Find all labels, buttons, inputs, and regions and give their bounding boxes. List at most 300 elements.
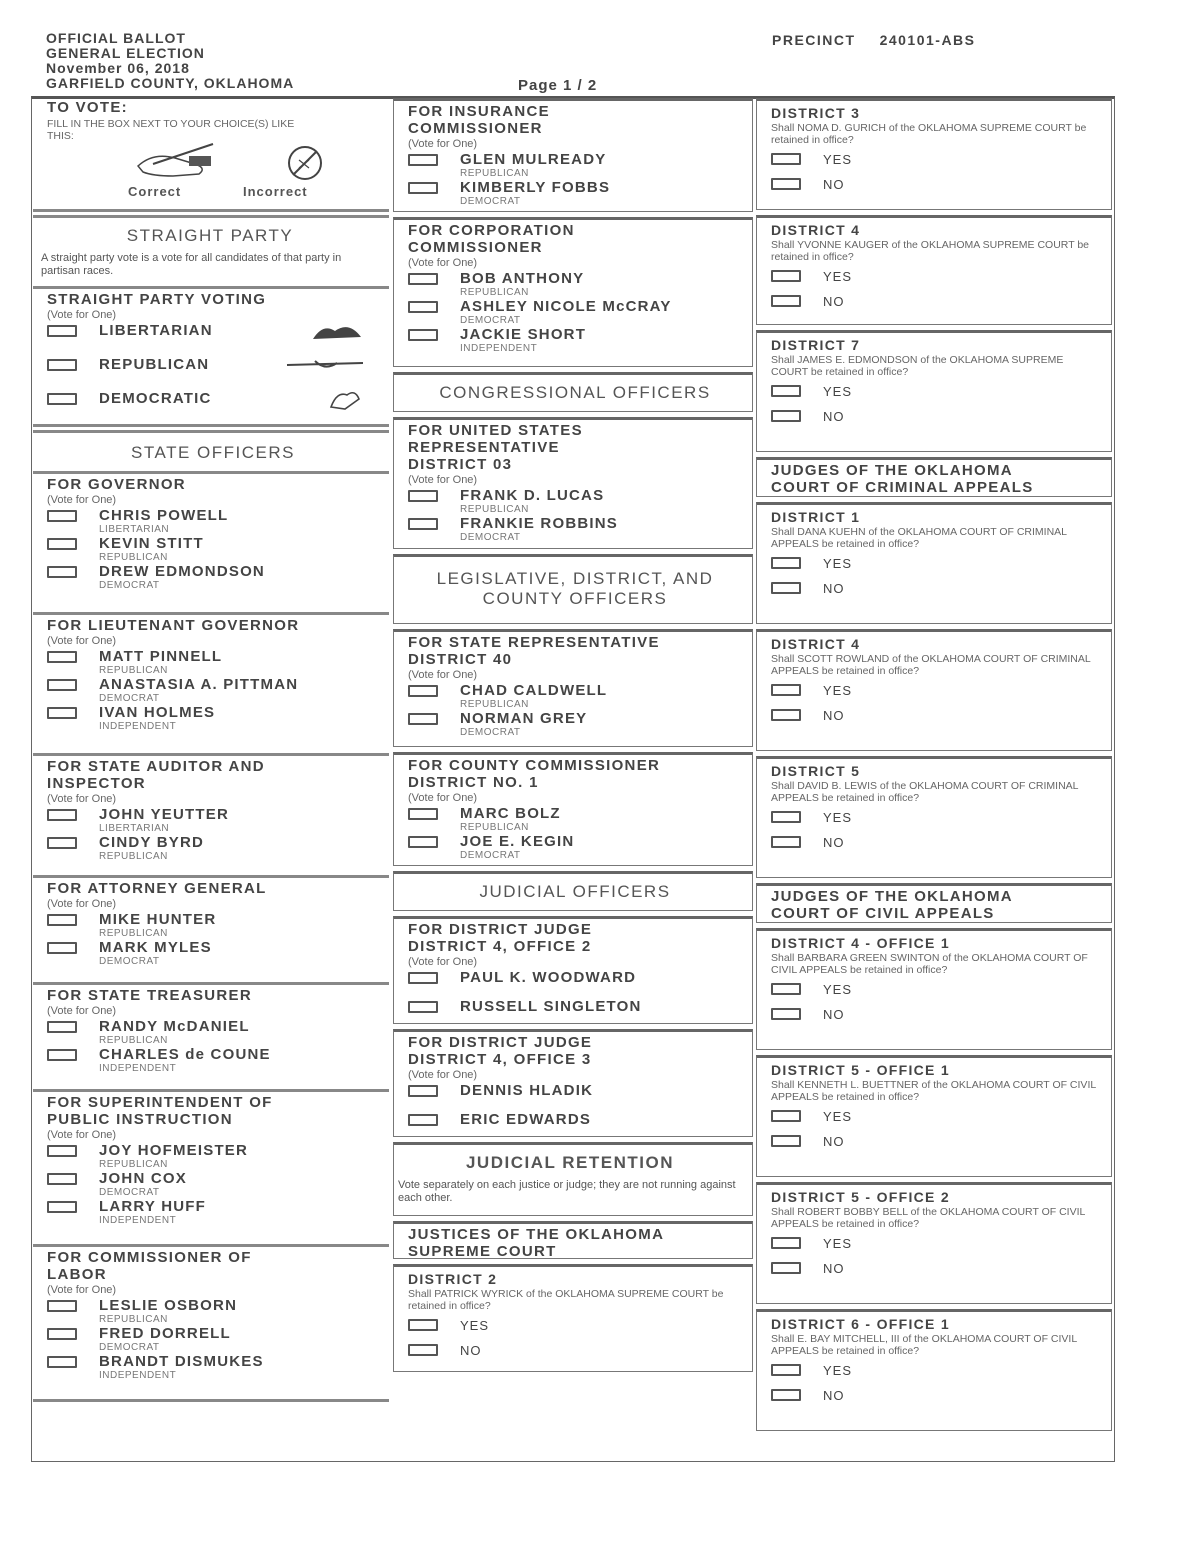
vote-box[interactable] bbox=[771, 1135, 801, 1147]
yes-label: YES bbox=[823, 683, 853, 698]
vote-box[interactable] bbox=[408, 972, 438, 984]
yes-label: YES bbox=[823, 810, 853, 825]
vote-box[interactable] bbox=[408, 518, 438, 530]
candidate-name: ERIC EDWARDS bbox=[460, 1111, 592, 1128]
header-line: GENERAL ELECTION bbox=[46, 45, 205, 61]
contest-title: FOR GOVERNOR bbox=[47, 476, 186, 493]
no-option[interactable] bbox=[771, 1261, 1101, 1286]
candidate-option[interactable] bbox=[47, 807, 379, 834]
republican-logo-icon bbox=[285, 357, 365, 373]
candidate-name: MATT PINNELL bbox=[99, 648, 223, 665]
candidate-party: DEMOCRAT bbox=[99, 956, 160, 967]
vote-box[interactable] bbox=[408, 1085, 438, 1097]
candidate-party: REPUBLICAN bbox=[99, 1035, 168, 1046]
candidate-name: LESLIE OSBORN bbox=[99, 1297, 238, 1314]
retention-question: Shall DAVID B. LEWIS of the OKLAHOMA COURT OF CRIMINAL APPEALS be retained in office? bbox=[771, 780, 1079, 804]
section-subheading: JUDGES OF THE OKLAHOMA bbox=[771, 462, 1013, 479]
candidate-party: INDEPENDENT bbox=[99, 1370, 177, 1381]
straight-party-contest bbox=[33, 289, 389, 427]
retention-civil-district-4-office-1 bbox=[756, 928, 1112, 1050]
vote-box[interactable] bbox=[771, 557, 801, 569]
section-heading: CONGRESSIONAL OFFICERS bbox=[439, 383, 711, 402]
retention-question: Shall DANA KUEHN of the OKLAHOMA COURT OF CRIMINAL APPEALS be retained in office? bbox=[771, 526, 1067, 550]
vote-box[interactable] bbox=[408, 154, 438, 166]
contest-title: FOR STATE AUDITOR AND bbox=[47, 758, 265, 775]
candidate-option[interactable] bbox=[47, 1326, 379, 1353]
vote-for: (Vote for One) bbox=[408, 1069, 478, 1081]
party-option[interactable] bbox=[47, 323, 379, 356]
precinct-value: 240101-ABS bbox=[879, 32, 976, 48]
retention-civil-district-5-office-1 bbox=[756, 1055, 1112, 1177]
candidate-option[interactable] bbox=[408, 834, 742, 861]
candidate-name: CHAD CALDWELL bbox=[460, 682, 608, 699]
vote-box[interactable] bbox=[771, 385, 801, 397]
candidate-name: CINDY BYRD bbox=[99, 834, 205, 851]
candidate-option[interactable] bbox=[408, 152, 742, 179]
no-option[interactable] bbox=[771, 708, 1101, 733]
supreme-court-header bbox=[393, 1221, 753, 1259]
candidate-party: DEMOCRAT bbox=[460, 850, 521, 861]
vote-box[interactable] bbox=[408, 836, 438, 848]
vote-box[interactable] bbox=[771, 582, 801, 594]
democratic-logo-icon bbox=[325, 387, 365, 411]
vote-box[interactable] bbox=[408, 685, 438, 697]
retention-title: DISTRICT 5 - OFFICE 2 bbox=[771, 1189, 950, 1205]
party-option[interactable] bbox=[47, 391, 379, 424]
contest-title: FOR LIEUTENANT GOVERNOR bbox=[47, 617, 300, 634]
vote-box[interactable] bbox=[47, 510, 77, 522]
candidate-name: IVAN HOLMES bbox=[99, 704, 216, 721]
vote-box[interactable] bbox=[408, 182, 438, 194]
yes-option[interactable] bbox=[771, 384, 1101, 409]
section-subheading: SUPREME COURT bbox=[408, 1243, 557, 1260]
contest-title: COMMISSIONER bbox=[408, 120, 543, 137]
retention-title: DISTRICT 5 bbox=[771, 763, 861, 779]
retention-title: DISTRICT 4 bbox=[771, 222, 861, 238]
contest-title: DISTRICT 03 bbox=[408, 456, 513, 473]
instructions bbox=[33, 98, 389, 212]
retention-question: Shall BARBARA GREEN SWINTON of the OKLAHOMA COURT OF CIVIL APPEALS be retained in office? bbox=[771, 952, 1088, 976]
contest-title: FOR DISTRICT JUDGE bbox=[408, 1034, 593, 1051]
retention-question: Shall YVONNE KAUGER of the OKLAHOMA SUPREME COURT be retained in office? bbox=[771, 239, 1090, 263]
contest-governor bbox=[33, 474, 389, 615]
candidate-name: MARK MYLES bbox=[99, 939, 212, 956]
contest-title: FOR COMMISSIONER OF bbox=[47, 1249, 252, 1266]
contest-state-representative bbox=[393, 629, 753, 747]
retention-civil-district-5-office-2 bbox=[756, 1182, 1112, 1304]
candidate-option[interactable] bbox=[47, 835, 379, 862]
section-heading: JUDICIAL OFFICERS bbox=[479, 882, 671, 901]
yes-label: YES bbox=[823, 1236, 853, 1251]
yes-option[interactable] bbox=[771, 1363, 1101, 1388]
vote-for: (Vote for One) bbox=[408, 474, 478, 486]
yes-option[interactable] bbox=[771, 1109, 1101, 1134]
vote-box[interactable] bbox=[771, 983, 801, 995]
judicial-officers-header bbox=[393, 871, 753, 911]
yes-option[interactable] bbox=[771, 1236, 1101, 1261]
candidate-party: INDEPENDENT bbox=[99, 1063, 177, 1074]
candidate-party: DEMOCRAT bbox=[460, 315, 521, 326]
no-label: NO bbox=[823, 708, 845, 723]
candidate-option[interactable] bbox=[47, 705, 379, 732]
section-subheading: COURT OF CIVIL APPEALS bbox=[771, 905, 995, 922]
no-label: NO bbox=[823, 409, 845, 424]
yes-label: YES bbox=[823, 982, 853, 997]
candidate-option[interactable] bbox=[408, 180, 742, 207]
vote-box[interactable] bbox=[771, 1110, 801, 1122]
party-name: LIBERTARIAN bbox=[99, 322, 213, 339]
vote-box[interactable] bbox=[47, 566, 77, 578]
vote-box[interactable] bbox=[47, 837, 77, 849]
candidate-party: REPUBLICAN bbox=[99, 851, 168, 862]
retention-question: Shall KENNETH L. BUETTNER of the OKLAHOMA COURT OF CIVIL APPEALS be retained in office? bbox=[771, 1079, 1096, 1103]
straight-party-header bbox=[33, 215, 389, 289]
candidate-party: DEMOCRAT bbox=[460, 532, 521, 543]
candidate-option[interactable] bbox=[47, 1019, 379, 1046]
contest-title: DISTRICT 40 bbox=[408, 651, 513, 668]
retention-supreme-district-4 bbox=[756, 215, 1112, 325]
retention-supreme-district-2 bbox=[393, 1264, 753, 1372]
retention-supreme-district-7 bbox=[756, 330, 1112, 452]
candidate-name: FRANK D. LUCAS bbox=[460, 487, 605, 504]
candidate-name: MARC BOLZ bbox=[460, 805, 561, 822]
contest-title: FOR SUPERINTENDENT OF bbox=[47, 1094, 273, 1111]
correct-label: Correct bbox=[128, 184, 182, 199]
instructions-text: FILL IN THE BOX NEXT TO YOUR CHOICE(S) LIKE THIS: bbox=[47, 118, 295, 142]
vote-for: (Vote for One) bbox=[408, 138, 478, 150]
candidate-name: FRED DORRELL bbox=[99, 1325, 231, 1342]
no-option[interactable] bbox=[771, 409, 1101, 434]
no-option[interactable] bbox=[771, 835, 1101, 860]
no-label: NO bbox=[823, 1388, 845, 1403]
contest-superintendent bbox=[33, 1092, 389, 1247]
contest-title: DISTRICT 4, OFFICE 3 bbox=[408, 1051, 592, 1068]
ballot-header bbox=[46, 31, 294, 91]
header-line: November 06, 2018 bbox=[46, 60, 190, 76]
vote-box[interactable] bbox=[771, 1008, 801, 1020]
no-option[interactable] bbox=[771, 177, 1101, 202]
vote-box[interactable] bbox=[47, 1145, 77, 1157]
vote-box[interactable] bbox=[771, 1389, 801, 1401]
vote-for: (Vote for One) bbox=[47, 898, 117, 910]
no-label: NO bbox=[823, 1007, 845, 1022]
candidate-option[interactable] bbox=[47, 1047, 379, 1074]
vote-for: (Vote for One) bbox=[47, 494, 117, 506]
candidate-name: DREW EDMONDSON bbox=[99, 563, 265, 580]
candidate-name: CHARLES de COUNE bbox=[99, 1046, 271, 1063]
vote-box[interactable] bbox=[408, 1344, 438, 1356]
vote-box[interactable] bbox=[771, 410, 801, 422]
candidate-name: DENNIS HLADIK bbox=[460, 1082, 594, 1099]
candidate-party: LIBERTARIAN bbox=[99, 524, 170, 535]
candidate-option[interactable] bbox=[408, 516, 742, 543]
vote-box[interactable] bbox=[408, 329, 438, 341]
candidate-option[interactable] bbox=[47, 1199, 379, 1226]
section-subheading: JUDGES OF THE OKLAHOMA bbox=[771, 888, 1013, 905]
yes-option[interactable] bbox=[771, 982, 1101, 1007]
candidate-option[interactable] bbox=[47, 1171, 379, 1198]
retention-question: Shall E. BAY MITCHELL, III of the OKLAHOMA COURT OF CIVIL APPEALS be retained in office? bbox=[771, 1333, 1077, 1357]
candidate-party: REPUBLICAN bbox=[460, 699, 529, 710]
candidate-option[interactable] bbox=[47, 1298, 379, 1325]
yes-label: YES bbox=[823, 384, 853, 399]
vote-box[interactable] bbox=[47, 325, 77, 337]
vote-box[interactable] bbox=[771, 1364, 801, 1376]
vote-box[interactable] bbox=[771, 295, 801, 307]
candidate-option[interactable] bbox=[47, 912, 379, 939]
party-name: DEMOCRATIC bbox=[99, 390, 212, 407]
vote-box[interactable] bbox=[47, 942, 77, 954]
section-heading bbox=[408, 559, 742, 609]
contest-title: INSPECTOR bbox=[47, 775, 146, 792]
candidate-option[interactable] bbox=[408, 1112, 742, 1140]
candidate-option[interactable] bbox=[47, 1354, 379, 1381]
contest-title: PUBLIC INSTRUCTION bbox=[47, 1111, 233, 1128]
candidate-party: INDEPENDENT bbox=[99, 721, 177, 732]
retention-title: DISTRICT 5 - OFFICE 1 bbox=[771, 1062, 950, 1078]
contest-state-auditor bbox=[33, 756, 389, 878]
retention-supreme-district-3 bbox=[756, 98, 1112, 210]
candidate-name: BRANDT DISMUKES bbox=[99, 1353, 264, 1370]
candidate-party: LIBERTARIAN bbox=[99, 823, 170, 834]
contest-district-judge-office-3 bbox=[393, 1029, 753, 1137]
vote-box[interactable] bbox=[47, 1300, 77, 1312]
contest-title: DISTRICT 4, OFFICE 2 bbox=[408, 938, 592, 955]
vote-box[interactable] bbox=[47, 359, 77, 371]
legislative-officers-header bbox=[393, 554, 753, 624]
section-subheading: COURT OF CRIMINAL APPEALS bbox=[771, 479, 1034, 496]
vote-box[interactable] bbox=[771, 1237, 801, 1249]
vote-box[interactable] bbox=[47, 707, 77, 719]
candidate-name: PAUL K. WOODWARD bbox=[460, 969, 637, 986]
retention-criminal-district-4 bbox=[756, 629, 1112, 751]
candidate-party: REPUBLICAN bbox=[460, 822, 529, 833]
candidate-party: INDEPENDENT bbox=[460, 343, 538, 354]
yes-option[interactable] bbox=[771, 810, 1101, 835]
contest-title: LABOR bbox=[47, 1266, 107, 1283]
candidate-option[interactable] bbox=[47, 508, 379, 535]
candidate-option[interactable] bbox=[408, 970, 742, 998]
vote-box[interactable] bbox=[47, 1201, 77, 1213]
candidate-name: ANASTASIA A. PITTMAN bbox=[99, 676, 299, 693]
retention-title: DISTRICT 1 bbox=[771, 509, 861, 525]
incorrect-mark-icon bbox=[285, 144, 325, 182]
vote-box[interactable] bbox=[771, 811, 801, 823]
no-label: NO bbox=[823, 1134, 845, 1149]
yes-label: YES bbox=[460, 1318, 490, 1333]
incorrect-label: Incorrect bbox=[243, 184, 308, 199]
vote-box[interactable] bbox=[771, 270, 801, 282]
yes-option[interactable] bbox=[408, 1318, 742, 1343]
no-option[interactable] bbox=[408, 1343, 742, 1368]
vote-box[interactable] bbox=[47, 1049, 77, 1061]
candidate-party: REPUBLICAN bbox=[99, 1314, 168, 1325]
candidate-party: REPUBLICAN bbox=[99, 552, 168, 563]
candidate-option[interactable] bbox=[47, 1143, 379, 1170]
yes-option[interactable] bbox=[771, 269, 1101, 294]
no-label: NO bbox=[823, 835, 845, 850]
retention-question: Shall NOMA D. GURICH of the OKLAHOMA SUPREME COURT be retained in office? bbox=[771, 122, 1087, 146]
no-option[interactable] bbox=[771, 294, 1101, 319]
retention-question: Shall JAMES E. EDMONDSON of the OKLAHOMA SUPREME COURT be retained in office? bbox=[771, 354, 1064, 378]
yes-option[interactable] bbox=[771, 683, 1101, 708]
contest-district-judge-office-2 bbox=[393, 916, 753, 1024]
vote-for: (Vote for One) bbox=[408, 792, 478, 804]
no-option[interactable] bbox=[771, 1388, 1101, 1413]
vote-box[interactable] bbox=[771, 153, 801, 165]
contest-county-commissioner bbox=[393, 752, 753, 866]
civil-appeals-header bbox=[756, 883, 1112, 923]
column-1 bbox=[33, 98, 389, 1402]
correct-mark-icon bbox=[133, 142, 233, 180]
vote-box[interactable] bbox=[771, 709, 801, 721]
contest-title: REPRESENTATIVE bbox=[408, 439, 560, 456]
page-number: Page 1 / 2 bbox=[518, 77, 598, 94]
contest-title: FOR DISTRICT JUDGE bbox=[408, 921, 593, 938]
contest-title: COMMISSIONER bbox=[408, 239, 543, 256]
vote-box[interactable] bbox=[47, 679, 77, 691]
no-label: NO bbox=[823, 294, 845, 309]
section-heading-line: COUNTY OFFICERS bbox=[482, 589, 668, 608]
yes-option[interactable] bbox=[771, 152, 1101, 177]
retention-title: DISTRICT 4 bbox=[771, 636, 861, 652]
candidate-name: JOHN COX bbox=[99, 1170, 187, 1187]
vote-box[interactable] bbox=[408, 808, 438, 820]
vote-box[interactable] bbox=[771, 178, 801, 190]
candidate-name: RANDY McDANIEL bbox=[99, 1018, 250, 1035]
vote-box[interactable] bbox=[771, 836, 801, 848]
candidate-option[interactable] bbox=[408, 683, 742, 710]
vote-box[interactable] bbox=[408, 301, 438, 313]
retention-question: Shall ROBERT BOBBY BELL of the OKLAHOMA COURT OF CIVIL APPEALS be retained in office? bbox=[771, 1206, 1085, 1230]
contest-title: FOR UNITED STATES bbox=[408, 422, 583, 439]
yes-label: YES bbox=[823, 556, 853, 571]
candidate-party: REPUBLICAN bbox=[460, 504, 529, 515]
vote-for: (Vote for One) bbox=[47, 635, 117, 647]
vote-box[interactable] bbox=[408, 1114, 438, 1126]
candidate-option[interactable] bbox=[47, 649, 379, 676]
candidate-party: REPUBLICAN bbox=[99, 1159, 168, 1170]
yes-label: YES bbox=[823, 269, 853, 284]
candidate-option[interactable] bbox=[47, 564, 379, 591]
straight-party-heading: STRAIGHT PARTY bbox=[126, 226, 294, 245]
retention-civil-district-6-office-1 bbox=[756, 1309, 1112, 1431]
vote-box[interactable] bbox=[408, 713, 438, 725]
contest-title: FOR CORPORATION bbox=[408, 222, 575, 239]
candidate-option[interactable] bbox=[408, 271, 742, 298]
vote-box[interactable] bbox=[47, 914, 77, 926]
candidate-name: ASHLEY NICOLE McCRAY bbox=[460, 298, 672, 315]
vote-box[interactable] bbox=[47, 393, 77, 405]
candidate-name: GLEN MULREADY bbox=[460, 151, 607, 168]
party-name: REPUBLICAN bbox=[99, 356, 210, 373]
party-option[interactable] bbox=[47, 357, 379, 390]
retention-question: Shall PATRICK WYRICK of the OKLAHOMA SUPREME COURT be retained in office? bbox=[408, 1288, 724, 1312]
retention-title: DISTRICT 3 bbox=[771, 105, 861, 121]
libertarian-logo-icon bbox=[309, 321, 365, 343]
candidate-name: JOHN YEUTTER bbox=[99, 806, 229, 823]
candidate-option[interactable] bbox=[408, 299, 742, 326]
candidate-name: JACKIE SHORT bbox=[460, 326, 587, 343]
retention-note: Vote separately on each justice or judge; they are not running against each other. bbox=[398, 1179, 736, 1204]
yes-option[interactable] bbox=[771, 556, 1101, 581]
vote-box[interactable] bbox=[47, 1356, 77, 1368]
vote-box[interactable] bbox=[47, 1328, 77, 1340]
candidate-option[interactable] bbox=[408, 999, 742, 1027]
vote-box[interactable] bbox=[47, 809, 77, 821]
vote-for: (Vote for One) bbox=[47, 1284, 117, 1296]
judicial-retention-header bbox=[393, 1142, 753, 1216]
no-label: NO bbox=[823, 1261, 845, 1276]
no-option[interactable] bbox=[771, 581, 1101, 606]
candidate-option[interactable] bbox=[408, 1083, 742, 1111]
vote-for: (Vote for One) bbox=[408, 956, 478, 968]
state-officers-header bbox=[33, 430, 389, 474]
candidate-name: KEVIN STITT bbox=[99, 535, 204, 552]
vote-box[interactable] bbox=[408, 1319, 438, 1331]
candidate-party: DEMOCRAT bbox=[99, 1342, 160, 1353]
candidate-option[interactable] bbox=[408, 711, 742, 738]
vote-for: (Vote for One) bbox=[47, 309, 117, 321]
state-officers-heading: STATE OFFICERS bbox=[131, 443, 295, 462]
yes-label: YES bbox=[823, 152, 853, 167]
candidate-name: CHRIS POWELL bbox=[99, 507, 229, 524]
candidate-name: FRANKIE ROBBINS bbox=[460, 515, 619, 532]
no-option[interactable] bbox=[771, 1007, 1101, 1032]
vote-box[interactable] bbox=[47, 538, 77, 550]
candidate-name: RUSSELL SINGLETON bbox=[460, 998, 642, 1015]
candidate-option[interactable] bbox=[408, 488, 742, 515]
vote-box[interactable] bbox=[47, 1021, 77, 1033]
vote-box[interactable] bbox=[47, 651, 77, 663]
candidate-option[interactable] bbox=[47, 677, 379, 704]
contest-attorney-general bbox=[33, 878, 389, 985]
no-label: NO bbox=[823, 581, 845, 596]
vote-box[interactable] bbox=[47, 1173, 77, 1185]
candidate-option[interactable] bbox=[408, 806, 742, 833]
vote-box[interactable] bbox=[408, 1001, 438, 1013]
vote-for: (Vote for One) bbox=[47, 1005, 117, 1017]
candidate-name: NORMAN GREY bbox=[460, 710, 588, 727]
candidate-name: JOE E. KEGIN bbox=[460, 833, 575, 850]
retention-title: DISTRICT 6 - OFFICE 1 bbox=[771, 1316, 950, 1332]
header-line: GARFIELD COUNTY, OKLAHOMA bbox=[46, 75, 295, 91]
section-subheading: JUSTICES OF THE OKLAHOMA bbox=[408, 1226, 665, 1243]
no-option[interactable] bbox=[771, 1134, 1101, 1159]
contest-us-representative bbox=[393, 417, 753, 549]
vote-box[interactable] bbox=[771, 684, 801, 696]
congressional-officers-header bbox=[393, 372, 753, 412]
candidate-party: REPUBLICAN bbox=[99, 928, 168, 939]
candidate-party: DEMOCRAT bbox=[460, 196, 521, 207]
contest-title: FOR ATTORNEY GENERAL bbox=[47, 880, 267, 897]
candidate-option[interactable] bbox=[47, 940, 379, 967]
vote-box[interactable] bbox=[771, 1262, 801, 1274]
retention-title: DISTRICT 2 bbox=[408, 1271, 498, 1287]
vote-box[interactable] bbox=[408, 490, 438, 502]
straight-party-note: A straight party vote is a vote for all candidates of that party in partisan races. bbox=[41, 252, 342, 277]
candidate-name: JOY HOFMEISTER bbox=[99, 1142, 249, 1159]
candidate-option[interactable] bbox=[408, 327, 742, 354]
criminal-appeals-header bbox=[756, 457, 1112, 497]
contest-commissioner-of-labor bbox=[33, 1247, 389, 1402]
contest-insurance-commissioner bbox=[393, 98, 753, 212]
candidate-option[interactable] bbox=[47, 536, 379, 563]
vote-box[interactable] bbox=[408, 273, 438, 285]
candidate-name: KIMBERLY FOBBS bbox=[460, 179, 611, 196]
contest-title: FOR INSURANCE bbox=[408, 103, 550, 120]
retention-question: Shall SCOTT ROWLAND of the OKLAHOMA COURT OF CRIMINAL APPEALS be retained in office? bbox=[771, 653, 1091, 677]
